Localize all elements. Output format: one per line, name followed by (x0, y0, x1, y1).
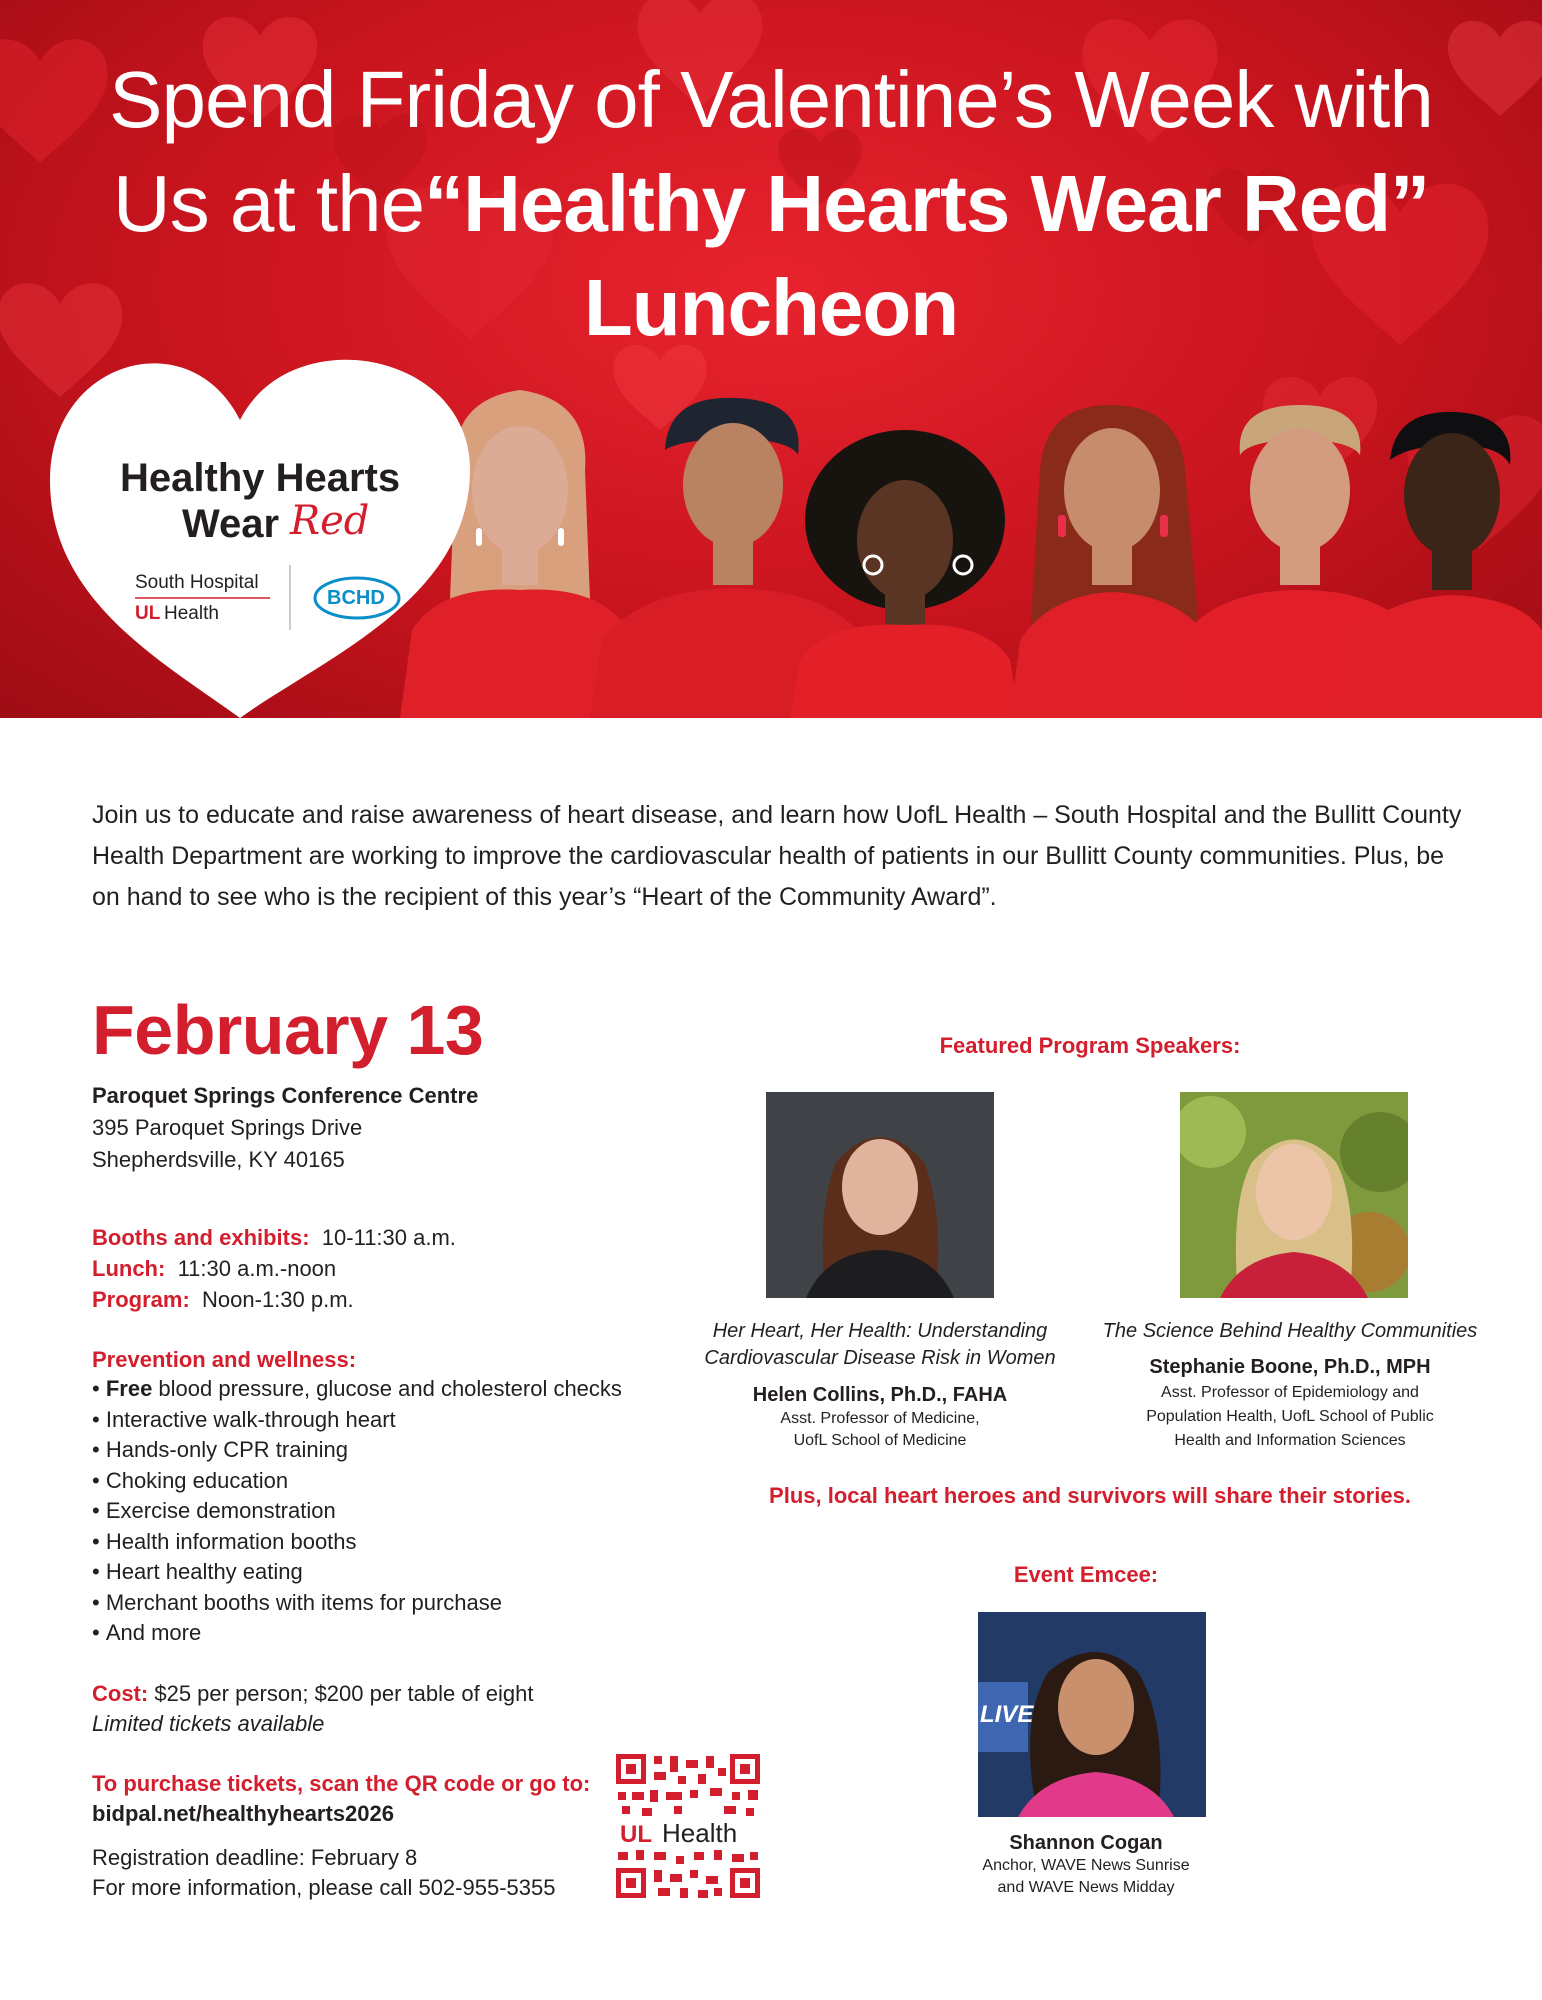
cost-note: Limited tickets available (92, 1711, 325, 1736)
venue-name: Paroquet Springs Conference Centre (92, 1083, 479, 1108)
speaker-2-role-line-1: Asst. Professor of Epidemiology and (1161, 1384, 1419, 1401)
schedule-program (92, 1284, 354, 1316)
speaker-1-photo (766, 1092, 994, 1298)
logo-health-mark: UL (135, 603, 161, 624)
schedule-lunch (92, 1253, 336, 1285)
bchd-logo: BCHD (327, 587, 385, 609)
emcee-role-line-1: Anchor, WAVE News Sunrise (982, 1857, 1190, 1874)
list-item: • Choking education (92, 1466, 622, 1497)
tickets-url[interactable]: bidpal.net/healthyhearts2026 (92, 1801, 394, 1826)
speaker-2-role-line-2: Population Health, UofL School of Public (1146, 1408, 1434, 1425)
list-item: • Hands-only CPR training (92, 1435, 622, 1466)
speaker-2-name: Stephanie Boone, Ph.D., MPH (1149, 1356, 1431, 1378)
schedule-program-time: Noon-1:30 p.m. (202, 1287, 354, 1312)
speaker-1-talk-line-2: Cardiovascular Disease Risk in Women (704, 1347, 1056, 1369)
speakers-heading: Featured Program Speakers: (939, 1033, 1241, 1058)
schedule-lunch-time: 11:30 a.m.-noon (177, 1256, 337, 1281)
logo-title-red: Red (290, 498, 370, 544)
event-date: February 13 (92, 991, 484, 1069)
headline-line-3: Luncheon (583, 263, 959, 352)
list-item: • Merchant booths with items for purchase (92, 1588, 622, 1619)
schedule-booths (92, 1222, 456, 1254)
emcee-backdrop-text: LIVE (980, 1701, 1034, 1728)
speaker-1-name: Helen Collins, Ph.D., FAHA (752, 1384, 1008, 1406)
headline-line-2-bold: “Healthy Hearts Wear Red” (424, 159, 1430, 248)
qr-brand-mark: UL (620, 1821, 652, 1848)
list-item: • Interactive walk-through heart (92, 1405, 622, 1436)
list-item: • Health information booths (92, 1527, 622, 1558)
schedule-booths-time: 10-11:30 a.m. (321, 1225, 456, 1250)
venue-address-line-1: 395 Paroquet Springs Drive (92, 1115, 363, 1140)
speaker-2-role-line-3: Health and Information Sciences (1174, 1432, 1406, 1449)
logo-health-label: Health (164, 603, 219, 624)
wellness-list (92, 1374, 622, 1649)
cost-value: $25 per person; $200 per table of eight (154, 1681, 534, 1706)
speaker-1-talk-line-1: Her Heart, Her Health: Understanding (712, 1320, 1048, 1342)
registration-deadline: Registration deadline: February 8 (92, 1845, 418, 1870)
plus-note: Plus, local heart heroes and survivors will share their stories. (769, 1483, 1411, 1508)
headline-line-2 (0, 152, 1542, 256)
cost-line (92, 1678, 534, 1710)
venue-address-line-2: Shepherdsville, KY 40165 (92, 1147, 345, 1172)
intro-paragraph: Join us to educate and raise awareness of heart disease, and learn how UofL Health – South Hospital and the Bullitt County Health Department are working to improve the cardiovascular health of patients in our Bullitt County communities. Plus, be on hand to see who is the recipient of this year’s “Heart of the Community Award”. (92, 801, 1462, 911)
headline (0, 48, 1542, 360)
qr-brand-label: Health (662, 1818, 738, 1848)
emcee-photo (978, 1612, 1206, 1817)
hero-banner (0, 0, 1542, 718)
wellness-first-rest: blood pressure, glucose and cholesterol checks (152, 1376, 622, 1401)
speaker-1-role-line-2: UofL School of Medicine (793, 1432, 967, 1449)
speaker-2-talk-line-1: The Science Behind Healthy Communities (1102, 1320, 1478, 1342)
speaker-1-role-line-1: Asst. Professor of Medicine, (780, 1410, 980, 1427)
logo-title-line-1: Healthy Hearts (120, 456, 401, 500)
headline-line-2-plain: Us at the (112, 159, 425, 248)
list-item: • Exercise demonstration (92, 1496, 622, 1527)
list-item: • And more (92, 1618, 622, 1649)
logo-hospital: South Hospital (135, 572, 259, 593)
schedule-program-label: Program: (92, 1287, 190, 1312)
emcee-name: Shannon Cogan (1009, 1832, 1163, 1854)
cost-label: Cost: (92, 1681, 149, 1706)
schedule-booths-label: Booths and exhibits: (92, 1225, 310, 1250)
people-illustration (400, 390, 1542, 718)
person-3 (790, 430, 1020, 718)
emcee-role-line-2: and WAVE News Midday (997, 1879, 1175, 1896)
tickets-heading: To purchase tickets, scan the QR code or go to: (92, 1771, 591, 1796)
list-item (92, 1374, 622, 1405)
schedule-lunch-label: Lunch: (92, 1256, 166, 1281)
list-item: • Heart healthy eating (92, 1557, 622, 1588)
wellness-free: Free (105, 1376, 153, 1401)
wellness-heading: Prevention and wellness: (92, 1347, 357, 1372)
speaker-2-photo (1180, 1092, 1408, 1298)
info-phone: For more information, please call 502-955-5355 (92, 1875, 556, 1900)
headline-line-1: Spend Friday of Valentine’s Week with (109, 55, 1433, 144)
emcee-heading: Event Emcee: (1013, 1562, 1159, 1587)
logo-title-line-2: Wear (182, 502, 280, 546)
qr-code[interactable] (614, 1752, 762, 1900)
